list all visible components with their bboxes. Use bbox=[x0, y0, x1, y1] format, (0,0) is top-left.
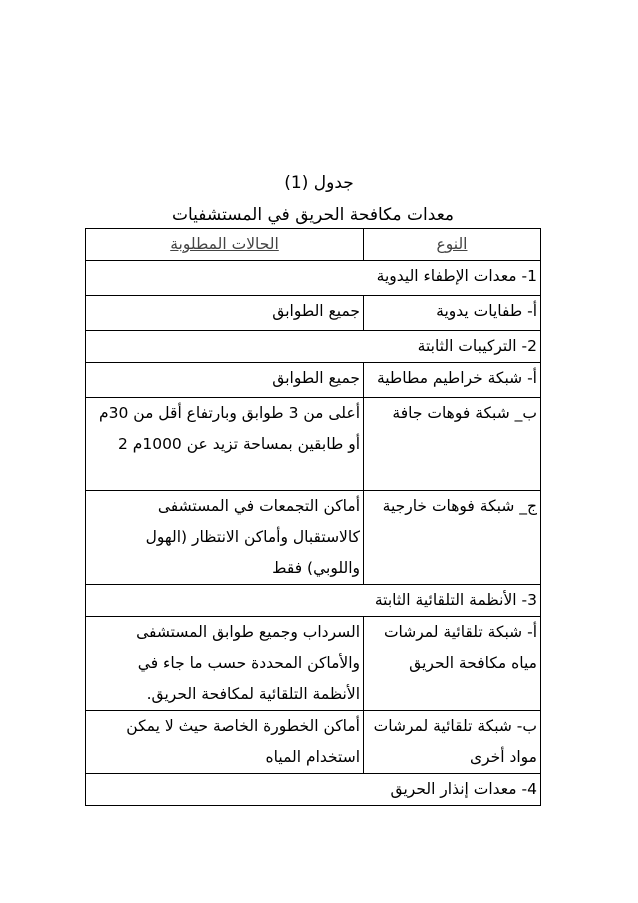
section-row bbox=[86, 261, 541, 296]
header-status-label: الحالات المطلوبة bbox=[170, 235, 279, 253]
type-cell: أ- شبكة تلقائية لمرشات مياه مكافحة الحريق bbox=[364, 617, 541, 711]
fire-equipment-table bbox=[85, 228, 541, 806]
status-cell: أماكن التجمعات في المستشفى كالاستقبال وأماكن الانتظار (الهول واللوبي) فقط bbox=[86, 491, 364, 585]
section-row bbox=[86, 331, 541, 363]
status-cell: السرداب وجميع طوابق المستشفى والأماكن المحددة حسب ما جاء في الأنظمة التلقائية لمكافحة الحريق. bbox=[86, 617, 364, 711]
status-cell: أماكن الخطورة الخاصة حيث لا يمكن استخدام المياه bbox=[86, 711, 364, 774]
header-type-cell bbox=[364, 229, 541, 261]
header-type-label: النوع bbox=[436, 235, 468, 253]
type-cell: ب- شبكة تلقائية لمرشات مواد أخرى bbox=[364, 711, 541, 774]
type-cell: ب_ شبكة فوهات جافة bbox=[364, 398, 541, 491]
table-caption: جدول (1) bbox=[284, 173, 354, 193]
type-cell: أ- طفايات يدوية bbox=[364, 296, 541, 331]
header-status-cell bbox=[86, 229, 364, 261]
table-row bbox=[86, 296, 541, 331]
status-cell: جميع الطوابق bbox=[86, 363, 364, 398]
section-cell: 1- معدات الإطفاء اليدوية bbox=[86, 261, 541, 296]
section-row bbox=[86, 774, 541, 806]
type-cell: ج_ شبكة فوهات خارجية bbox=[364, 491, 541, 585]
section-cell: 2- التركيبات الثابتة bbox=[86, 331, 541, 363]
status-cell: أعلى من 3 طوابق وبارتفاع أقل من 30م أو طابقين بمساحة تزيد عن 1000م 2 bbox=[86, 398, 364, 491]
table-row bbox=[86, 617, 541, 711]
table-row bbox=[86, 398, 541, 491]
section-row bbox=[86, 585, 541, 617]
table-header-row bbox=[86, 229, 541, 261]
table-row bbox=[86, 491, 541, 585]
section-cell: 3- الأنظمة التلقائية الثابتة bbox=[86, 585, 541, 617]
status-cell: جميع الطوابق bbox=[86, 296, 364, 331]
table-row bbox=[86, 363, 541, 398]
section-cell: 4- معدات إنذار الحريق bbox=[86, 774, 541, 806]
table-row bbox=[86, 711, 541, 774]
table-title: معدات مكافحة الحريق في المستشفيات bbox=[171, 205, 455, 225]
type-cell: أ- شبكة خراطيم مطاطية bbox=[364, 363, 541, 398]
